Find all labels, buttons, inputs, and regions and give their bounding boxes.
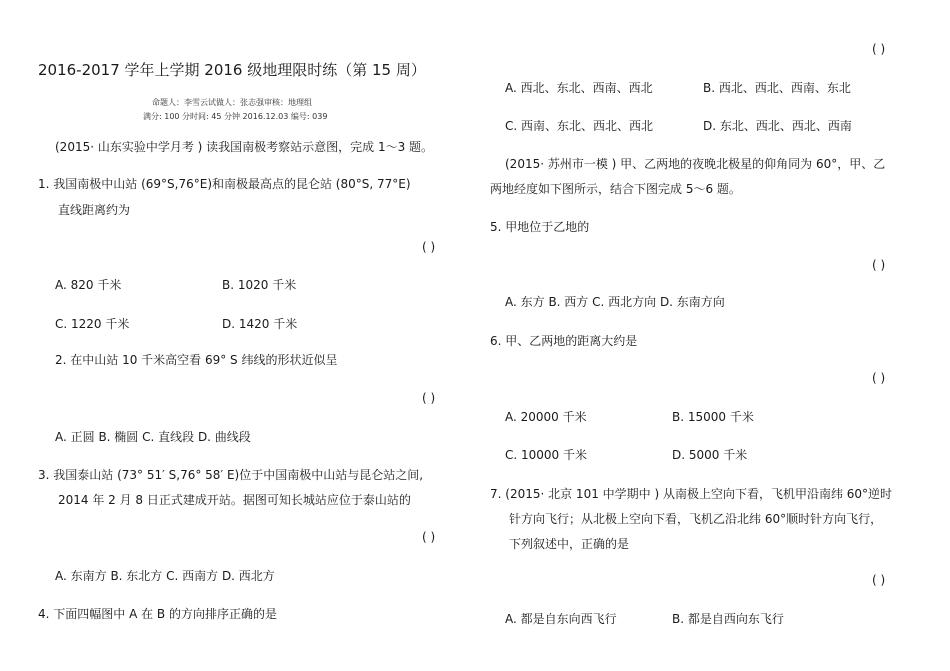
question-2: 2. 在中山站 10 千米高空看 69° S 纬线的形状近似呈	[55, 353, 338, 367]
author-line: 命题人：李雪云试做人：张志强审核：地理组	[152, 98, 312, 107]
answer-paren: ( )	[872, 371, 886, 385]
option-a: A. 20000 千米	[505, 410, 587, 424]
answer-paren: ( )	[872, 258, 886, 272]
answer-paren: ( )	[422, 391, 436, 405]
option-a: A. 820 千米	[55, 278, 122, 292]
option-b: B. 西北、西北、西南、东北	[703, 81, 851, 95]
option-d: D. 1420 千米	[222, 317, 298, 331]
question-3: 3. 我国泰山站 (73° 51′ S,76° 58′ E)位于中国南极中山站与昆仑站之间,	[38, 468, 424, 482]
question-3-options: A. 东南方 B. 东北方 C. 西南方 D. 西北方	[55, 569, 275, 583]
option-c: C. 1220 千米	[55, 317, 130, 331]
group-intro: (2015· 苏州市一模 ) 甲、乙两地的夜晚北极星的仰角同为 60°，甲、乙	[505, 157, 886, 171]
question-7-cont: 下列叙述中，正确的是	[509, 537, 630, 551]
option-b: B. 15000 千米	[672, 410, 754, 424]
question-3-cont: 2014 年 2 月 8 日正式建成开站。据图可知长城站应位于泰山站的	[58, 493, 411, 507]
question-5-options: A. 东方 B. 西方 C. 西北方向 D. 东南方向	[505, 295, 725, 309]
question-4: 4. 下面四幅图中 A 在 B 的方向排序正确的是	[38, 607, 277, 621]
question-2-options: A. 正圆 B. 椭圆 C. 直线段 D. 曲线段	[55, 430, 251, 444]
group-intro: (2015· 山东实验中学月考 ) 读我国南极考察站示意图，完成 1～3 题。	[55, 140, 434, 154]
option-b: B. 都是自西向东飞行	[672, 612, 784, 626]
option-d: D. 5000 千米	[672, 448, 748, 462]
group-intro-cont: 两地经度如下图所示，结合下图完成 5～6 题。	[490, 182, 741, 196]
page-title: 2016-2017 学年上学期 2016 级地理限时练（第 15 周）	[38, 61, 426, 79]
question-7: 7. (2015· 北京 101 中学期中 ) 从南极上空向下看，飞机甲沿南纬 60°逆时	[490, 487, 893, 501]
answer-paren: ( )	[872, 573, 886, 587]
option-d: D. 东北、西北、西北、西南	[703, 119, 852, 133]
question-7-cont: 针方向飞行；从北极上空向下看，飞机乙沿北纬 60°顺时针方向飞行，	[509, 512, 883, 526]
question-6: 6. 甲、乙两地的距离大约是	[490, 334, 638, 348]
question-1: 1. 我国南极中山站 (69°S,76°E)和南极最高点的昆仑站 (80°S, 77°E)	[38, 177, 411, 191]
answer-paren: ( )	[422, 240, 436, 254]
option-a: A. 西北、东北、西南、西北	[505, 81, 653, 95]
option-b: B. 1020 千米	[222, 278, 297, 292]
question-5: 5. 甲地位于乙地的	[490, 220, 590, 234]
answer-paren: ( )	[872, 42, 886, 56]
option-c: C. 10000 千米	[505, 448, 587, 462]
question-1-cont: 直线距离约为	[58, 203, 131, 217]
exam-info-line: 满分: 100 分时间: 45 分钟 2016.12.03 编号: 039	[143, 112, 328, 121]
option-a: A. 都是自东向西飞行	[505, 612, 617, 626]
option-c: C. 西南、东北、西北、西北	[505, 119, 654, 133]
answer-paren: ( )	[422, 530, 436, 544]
